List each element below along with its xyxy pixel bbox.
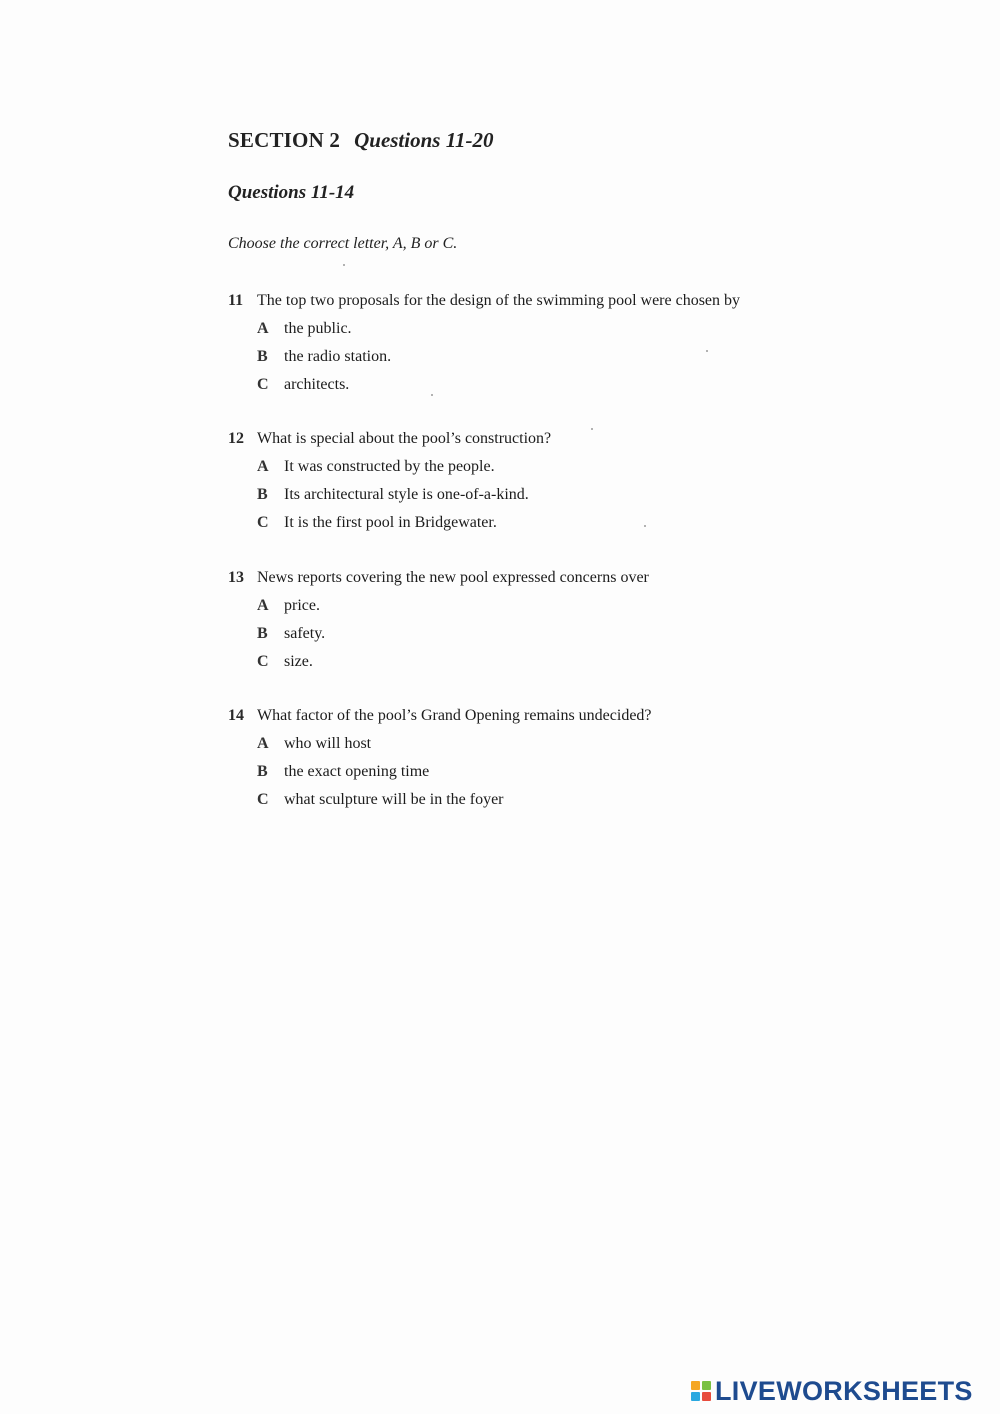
question-stem xyxy=(228,428,788,450)
logo-square xyxy=(691,1381,700,1390)
option-text: architects. xyxy=(284,376,350,393)
option-c[interactable] xyxy=(257,374,788,402)
option-text: safety. xyxy=(284,625,326,642)
option-b[interactable] xyxy=(257,761,788,789)
section-questions-range: Questions 11-20 xyxy=(354,128,494,152)
liveworksheets-logo[interactable] xyxy=(691,1374,973,1408)
option-b[interactable] xyxy=(257,346,788,374)
question-text: News reports covering the new pool expressed concerns over xyxy=(257,569,649,586)
option-text: who will host xyxy=(284,735,372,752)
option-letter: A xyxy=(257,597,269,614)
question-text: The top two proposals for the design of the swimming pool were chosen by xyxy=(257,292,741,309)
question-14 xyxy=(228,705,788,817)
answer-options xyxy=(228,456,788,540)
question-number: 13 xyxy=(228,569,244,586)
option-text: Its architectural style is one-of-a-kind. xyxy=(284,486,529,503)
question-number: 14 xyxy=(228,707,244,724)
answer-options xyxy=(228,595,788,679)
option-letter: A xyxy=(257,735,269,752)
option-text: It was constructed by the people. xyxy=(284,458,495,475)
option-text: size. xyxy=(284,653,313,670)
option-letter: A xyxy=(257,320,269,337)
scan-speck xyxy=(591,428,593,430)
option-letter: B xyxy=(257,625,268,642)
option-letter: B xyxy=(257,348,268,365)
question-number: 12 xyxy=(228,430,244,447)
logo-square xyxy=(702,1392,711,1401)
question-text: What factor of the pool’s Grand Opening remains undecided? xyxy=(257,707,652,724)
option-a[interactable] xyxy=(257,318,788,346)
option-c[interactable] xyxy=(257,512,788,540)
logo-square xyxy=(691,1392,700,1401)
question-stem xyxy=(228,290,788,312)
question-12 xyxy=(228,428,788,540)
question-number: 11 xyxy=(228,292,244,309)
question-group-title: Questions 11-14 xyxy=(228,182,355,203)
question-13 xyxy=(228,567,788,679)
option-text: the radio station. xyxy=(284,348,392,365)
question-text: What is special about the pool’s construction? xyxy=(257,430,552,447)
section-heading xyxy=(228,126,494,154)
option-letter: B xyxy=(257,486,268,503)
option-letter: C xyxy=(257,653,269,670)
scan-speck xyxy=(706,350,708,352)
option-a[interactable] xyxy=(257,733,788,761)
scan-speck xyxy=(431,394,433,396)
question-stem xyxy=(228,567,788,589)
option-text: the exact opening time xyxy=(284,763,430,780)
instruction-text: Choose the correct letter, A, B or C. xyxy=(228,235,458,252)
scan-speck xyxy=(644,525,646,527)
option-letter: A xyxy=(257,458,269,475)
option-letter: C xyxy=(257,376,269,393)
option-text: the public. xyxy=(284,320,352,337)
section-label: SECTION 2 xyxy=(228,128,341,152)
option-text: It is the first pool in Bridgewater. xyxy=(284,514,497,531)
option-text: what sculpture will be in the foyer xyxy=(284,791,504,808)
option-b[interactable] xyxy=(257,484,788,512)
question-stem xyxy=(228,705,788,727)
option-letter: B xyxy=(257,763,268,780)
option-text: price. xyxy=(284,597,320,614)
option-c[interactable] xyxy=(257,789,788,817)
option-a[interactable] xyxy=(257,456,788,484)
option-b[interactable] xyxy=(257,623,788,651)
logo-square xyxy=(702,1381,711,1390)
question-11 xyxy=(228,290,788,402)
option-c[interactable] xyxy=(257,651,788,679)
option-a[interactable] xyxy=(257,595,788,623)
scan-speck xyxy=(343,264,345,266)
liveworksheets-logo-icon xyxy=(691,1381,711,1401)
option-letter: C xyxy=(257,791,269,808)
answer-options xyxy=(228,318,788,402)
answer-options xyxy=(228,733,788,817)
logo-text: LIVEWORKSHEETS xyxy=(715,1376,973,1406)
option-letter: C xyxy=(257,514,269,531)
